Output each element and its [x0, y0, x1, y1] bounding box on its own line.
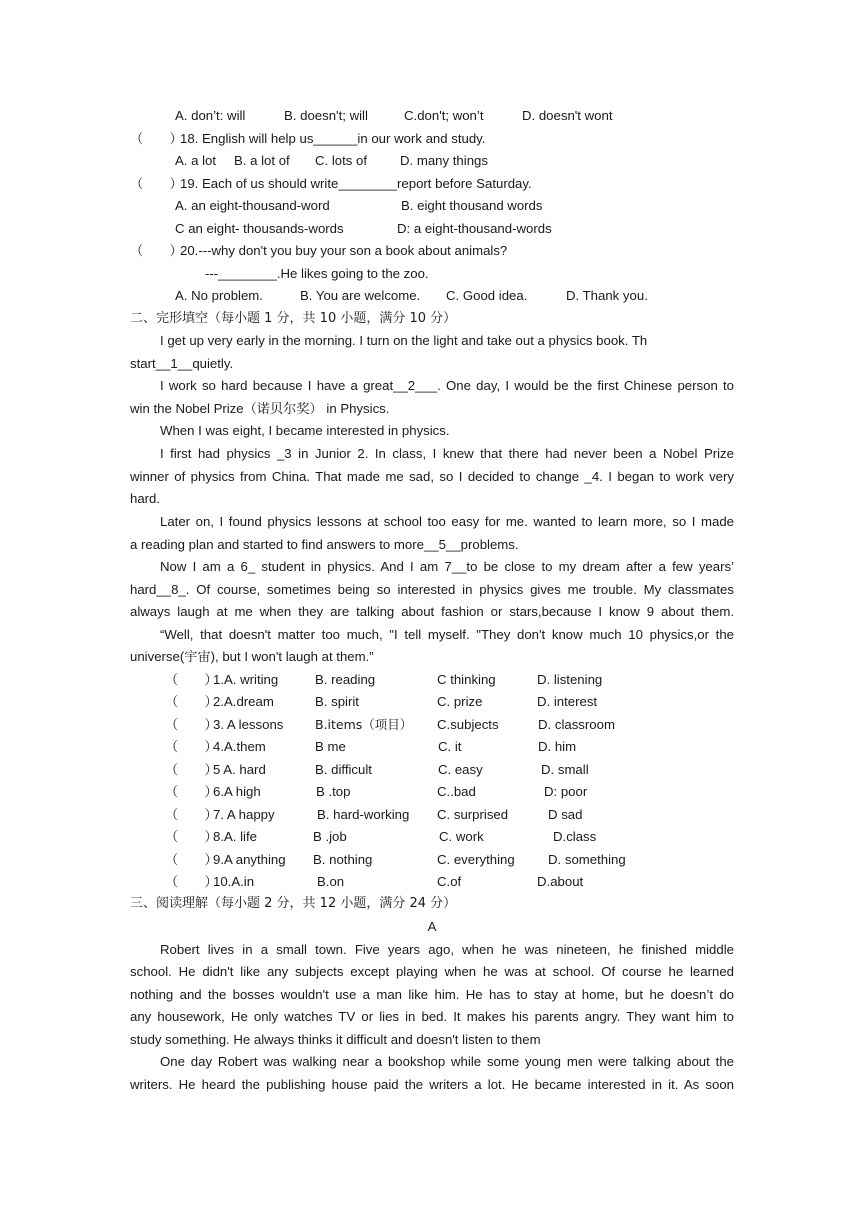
- q20-option-c: C. Good idea.: [446, 288, 528, 303]
- cloze-option-a: 2.A.dream: [213, 694, 274, 709]
- q20-option-d: D. Thank you.: [566, 288, 648, 303]
- cloze-line-15: universe(宇宙), but I won't laugh at them.”: [130, 649, 374, 664]
- reading-line-2: school. He didn't like any subjects except playing when he was at school. Of course he learned: [130, 964, 734, 979]
- reading-line-4: any housework, He only watches TV or lies in bed. It makes his parents angry. They want him to: [130, 1009, 734, 1024]
- cloze-answer-paren[interactable]: （ ）: [165, 852, 218, 867]
- cloze-option-b: B.items（项目）: [315, 717, 413, 732]
- cloze-option-d: D.about: [537, 874, 584, 889]
- cloze-option-a: 4.A.them: [213, 739, 266, 754]
- cloze-option-d: D sad: [548, 807, 583, 822]
- q18-answer-paren[interactable]: （ ）: [130, 131, 183, 146]
- q20-stem: 20.---why don't you buy your son a book about animals?: [180, 243, 508, 258]
- cloze-option-d: D. listening: [537, 672, 603, 687]
- cloze-option-c: C. surprised: [437, 807, 509, 822]
- cloze-option-c: C. everything: [437, 852, 515, 867]
- cloze-option-b: B .job: [313, 829, 347, 844]
- cloze-line-3: I work so hard because I have a great__2___. One day, I would be the first Chinese person to: [160, 378, 734, 393]
- cloze-line-9: Later on, I found physics lessons at school too easy for me. wanted to learn more, so I made: [160, 514, 734, 529]
- cloze-option-d: D. something: [548, 852, 626, 867]
- cloze-option-d: D. interest: [537, 694, 598, 709]
- cloze-line-12: hard__8_. Of course, sometimes being so interested in physics gives me trouble. My classmates: [130, 582, 734, 597]
- q18-option-a: A. a lot: [175, 153, 217, 168]
- cloze-option-d: D. classroom: [538, 717, 615, 732]
- cloze-line-4-text: win the Nobel Prize（诺贝尔奖） in Physics.: [130, 401, 390, 416]
- cloze-option-b: B me: [315, 739, 346, 754]
- cloze-line-6: I first had physics _3 in Junior 2. In class, I knew that there had never been a Nobel Prize: [160, 446, 734, 461]
- cloze-option-b: B. hard-working: [317, 807, 410, 822]
- reading-line-5: study something. He always thinks it difficult and doesn't listen to them: [130, 1032, 541, 1047]
- cloze-option-b: B .top: [316, 784, 351, 799]
- q17-option-d: D. doesn't wont: [522, 108, 613, 123]
- q19-option-d: D: a eight-thousand-words: [397, 221, 552, 236]
- cloze-option-d: D. small: [541, 762, 589, 777]
- cloze-answer-paren[interactable]: （ ）: [165, 717, 218, 732]
- cloze-option-c: C thinking: [437, 672, 496, 687]
- cloze-answer-paren[interactable]: （ ）: [165, 874, 218, 889]
- cloze-option-a: 8.A. life: [213, 829, 257, 844]
- section-2-heading: 二、完形填空（每小题 1 分，共 10 小题，满分 10 分）: [130, 311, 457, 326]
- cloze-option-b: B. reading: [315, 672, 376, 687]
- q20-option-b: B. You are welcome.: [300, 288, 421, 303]
- q18-option-c: C. lots of: [315, 153, 368, 168]
- cloze-answer-paren[interactable]: （ ）: [165, 672, 218, 687]
- cloze-line-14: “Well, that doesn't matter too much, "I tell myself. "They don't know much 10 physics,or the: [160, 627, 734, 642]
- cloze-option-c: C. easy: [438, 762, 483, 777]
- q18-stem: 18. English will help us______in our work and study.: [180, 131, 486, 146]
- cloze-option-b: B. difficult: [315, 762, 372, 777]
- cloze-option-a: 3. A lessons: [213, 717, 284, 732]
- q19-answer-paren[interactable]: （ ）: [130, 176, 183, 191]
- q19-stem: 19. Each of us should write________report before Saturday.: [180, 176, 532, 191]
- cloze-option-c: C. prize: [437, 694, 483, 709]
- cloze-line-4: [130, 398, 734, 420]
- cloze-option-c: C.subjects: [437, 717, 499, 732]
- q17-option-a: A. don’t: will: [175, 108, 246, 123]
- cloze-answer-paren[interactable]: （ ）: [165, 807, 218, 822]
- q20-option-a: A. No problem.: [175, 288, 263, 303]
- cloze-answer-paren[interactable]: （ ）: [165, 829, 218, 844]
- q17-option-c: C.don't; won’t: [404, 108, 484, 123]
- cloze-option-a: 1.A. writing: [213, 672, 279, 687]
- cloze-option-b: B.on: [317, 874, 345, 889]
- cloze-line-10: a reading plan and started to find answers to more__5__problems.: [130, 537, 519, 552]
- cloze-option-b: B. spirit: [315, 694, 359, 709]
- cloze-option-c: C. it: [438, 739, 462, 754]
- q17-option-b: B. doesn't; will: [284, 108, 368, 123]
- cloze-line-5: When I was eight, I became interested in physics.: [160, 423, 450, 438]
- passage-label: A: [427, 919, 437, 934]
- q19-option-b: B. eight thousand words: [401, 198, 543, 213]
- cloze-option-a: 10.A.in: [213, 874, 255, 889]
- section-3-heading: 三、阅读理解（每小题 2 分，共 12 小题，满分 24 分）: [130, 896, 457, 911]
- cloze-answer-paren[interactable]: （ ）: [165, 739, 218, 754]
- cloze-line-11: Now I am a 6_ student in physics. And I am 7__to be close to my dream after a few years’: [160, 559, 734, 574]
- cloze-answer-paren[interactable]: （ ）: [165, 694, 218, 709]
- cloze-line-8: hard.: [130, 491, 161, 506]
- reading-line-6: One day Robert was walking near a bookshop while some young men were talking about the: [160, 1054, 734, 1069]
- cloze-option-a: 6.A high: [213, 784, 261, 799]
- q18-option-b: B. a lot of: [234, 153, 290, 168]
- cloze-answer-paren[interactable]: （ ）: [165, 784, 218, 799]
- cloze-option-a: 7. A happy: [213, 807, 275, 822]
- cloze-answer-paren[interactable]: （ ）: [165, 762, 218, 777]
- q20-reply: ---________.He likes going to the zoo.: [205, 266, 429, 281]
- reading-line-1: Robert lives in a small town. Five years ago, when he was nineteen, he finished middle: [160, 942, 734, 957]
- cloze-line-13: always laugh at me when they are talking about fashion or stars,because I know 9 about them.: [130, 604, 734, 619]
- reading-line-7: writers. He heard the publishing house paid the writers a lot. He became interested in it. As soon: [130, 1077, 734, 1092]
- q18-option-d: D. many things: [400, 153, 488, 168]
- q19-option-a: A. an eight-thousand-word: [175, 198, 330, 213]
- cloze-line-7: winner of physics from China. That made me sad, so I decided to change _4. I began to work very: [130, 469, 734, 484]
- cloze-option-c: C.of: [437, 874, 462, 889]
- reading-line-3: nothing and the bosses wouldn't use a man like him. He has to stay at home, but he doesn’t do: [130, 987, 734, 1002]
- cloze-option-d: D.class: [553, 829, 597, 844]
- cloze-line-2: start__1__quietly.: [130, 356, 234, 371]
- cloze-option-c: C. work: [439, 829, 484, 844]
- cloze-option-a: 9.A anything: [213, 852, 286, 867]
- cloze-option-c: C..bad: [437, 784, 476, 799]
- q20-answer-paren[interactable]: （ ）: [130, 243, 183, 258]
- cloze-option-d: D. him: [538, 739, 577, 754]
- cloze-option-b: B. nothing: [313, 852, 373, 867]
- q19-option-c: C an eight- thousands-words: [175, 221, 344, 236]
- cloze-line-1: I get up very early in the morning. I turn on the light and take out a physics book. Th: [160, 333, 648, 348]
- cloze-option-a: 5 A. hard: [213, 762, 266, 777]
- cloze-option-d: D: poor: [544, 784, 588, 799]
